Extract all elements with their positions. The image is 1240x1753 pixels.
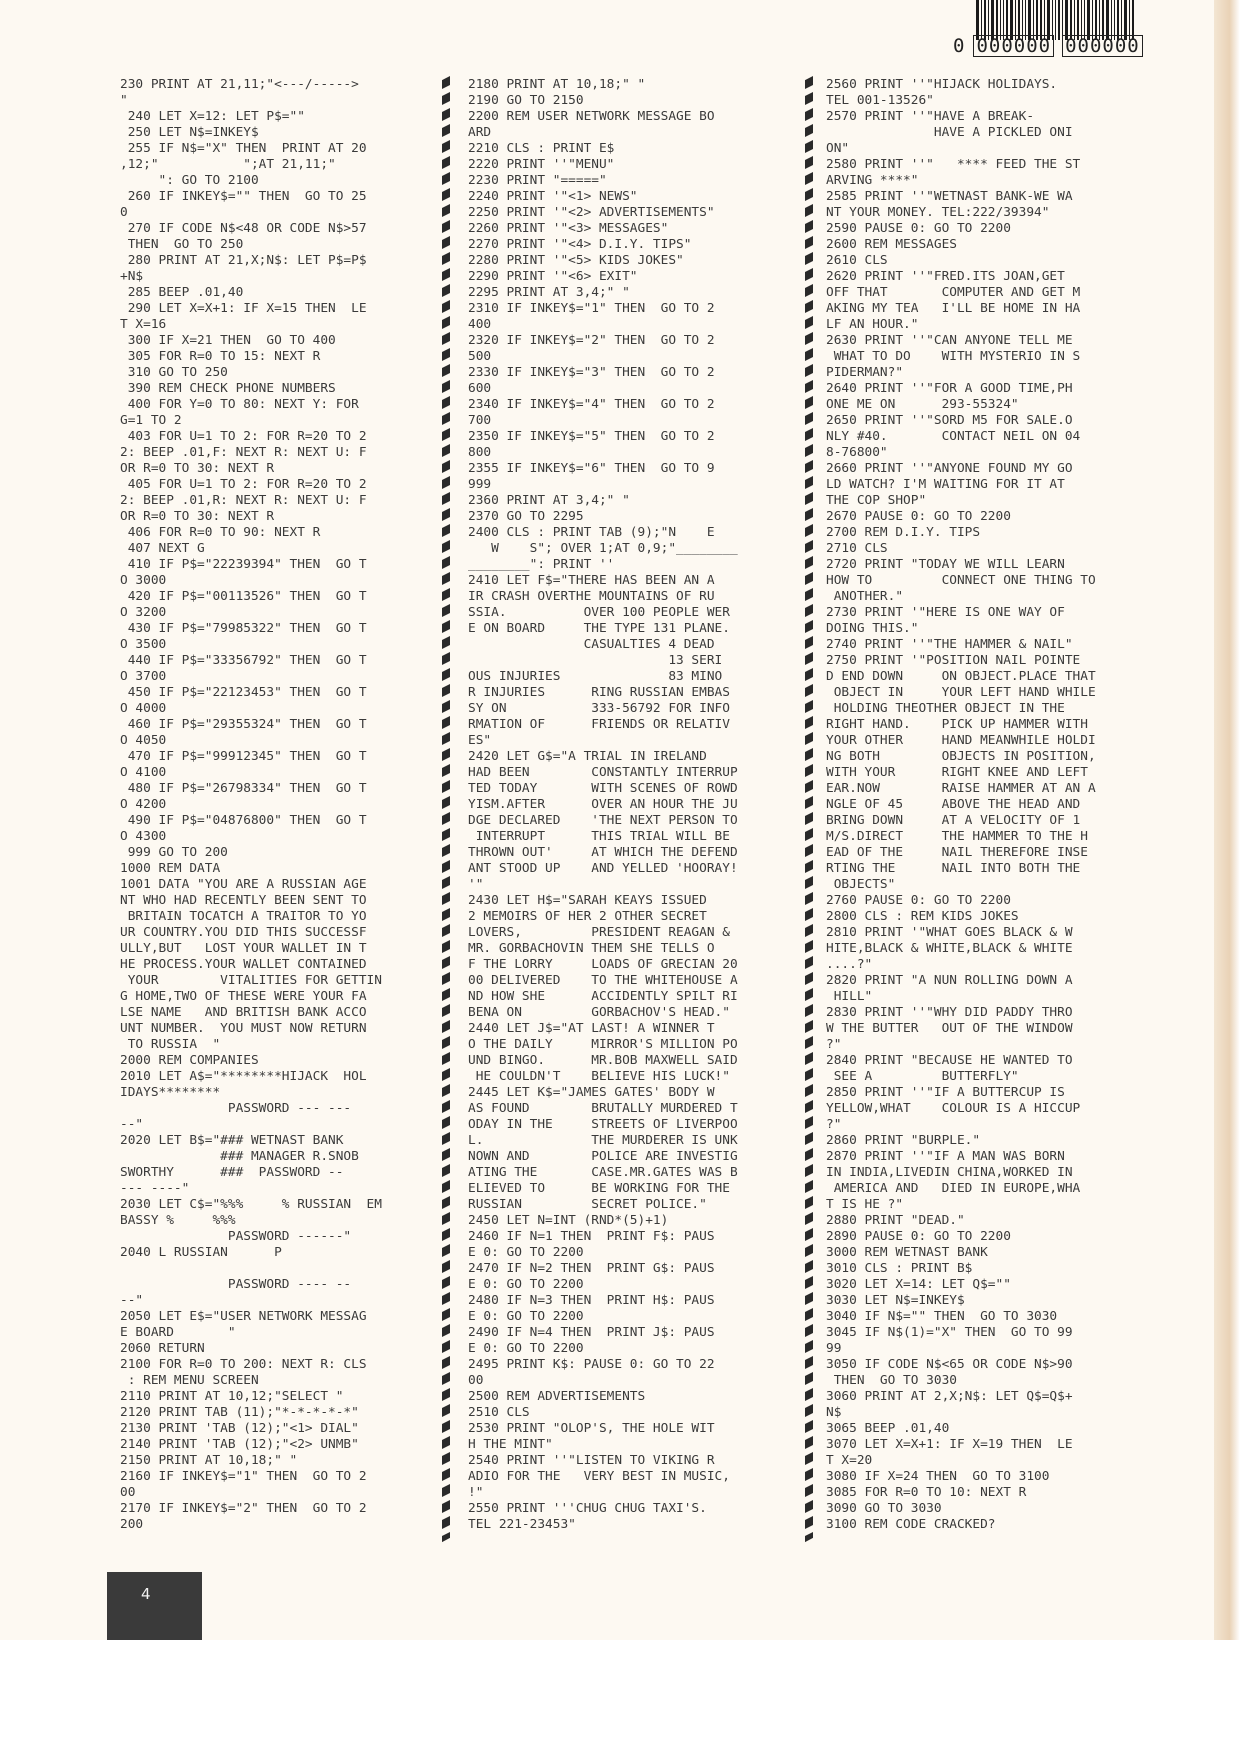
- code-line: 2860 PRINT "BURPLE.": [826, 1133, 981, 1148]
- code-line: 2800 CLS : REM KIDS JOKES: [826, 909, 1019, 924]
- code-line: 2495 PRINT K$: PAUSE 0: GO TO 22: [468, 1357, 715, 1372]
- code-line: W THE BUTTER OUT OF THE WINDOW: [826, 1021, 1073, 1036]
- code-line: 410 IF P$="22239394" THEN GO T: [120, 557, 367, 572]
- code-line: 2510 CLS: [468, 1405, 530, 1420]
- code-line: 2740 PRINT ''"THE HAMMER & NAIL": [826, 637, 1073, 652]
- code-line: T X=20: [826, 1453, 873, 1468]
- code-line: O 4050: [120, 733, 167, 748]
- code-line: 2295 PRINT AT 3,4;" ": [468, 285, 630, 300]
- code-line: 2580 PRINT ''" **** FEED THE ST: [826, 157, 1081, 172]
- page-number: 4: [141, 1585, 151, 1603]
- code-line: 2330 IF INKEY$="3" THEN GO TO 2: [468, 365, 715, 380]
- code-line: 2355 IF INKEY$="6" THEN GO TO 9: [468, 461, 715, 476]
- code-line: THEN GO TO 3030: [826, 1373, 957, 1388]
- code-line: 3030 LET N$=INKEY$: [826, 1293, 965, 1308]
- code-line: 2810 PRINT '"WHAT GOES BLACK & W: [826, 925, 1073, 940]
- code-line: 00 DELIVERED TO THE WHITEHOUSE A: [468, 973, 738, 988]
- code-line: 2750 PRINT '"POSITION NAIL POINTE: [826, 653, 1081, 668]
- code-line: E 0: GO TO 2200: [468, 1309, 584, 1324]
- code-line: UNT NUMBER. YOU MUST NOW RETURN: [120, 1021, 367, 1036]
- code-line: 2450 LET N=INT (RND*(5)+1): [468, 1213, 669, 1228]
- barcode-digit-prefix: 0: [953, 35, 966, 57]
- code-line: OBJECT IN YOUR LEFT HAND WHILE: [826, 685, 1096, 700]
- code-line: ULLY,BUT LOST YOUR WALLET IN T: [120, 941, 367, 956]
- code-line: 2590 PAUSE 0: GO TO 2200: [826, 221, 1011, 236]
- code-line: ND HOW SHE ACCIDENTLY SPILT RI: [468, 989, 738, 1004]
- code-line: 305 FOR R=0 TO 15: NEXT R: [120, 349, 321, 364]
- code-line: HE PROCESS.YOUR WALLET CONTAINED: [120, 957, 367, 972]
- code-line: 3045 IF N$(1)="X" THEN GO TO 99: [826, 1325, 1073, 1340]
- code-line: ON": [826, 141, 850, 156]
- code-line: SWORTHY ### PASSWORD --: [120, 1165, 344, 1180]
- code-line: 250 LET N$=INKEY$: [120, 125, 259, 140]
- code-line: 2500 REM ADVERTISEMENTS: [468, 1389, 646, 1404]
- code-line: OBJECTS": [826, 877, 896, 892]
- code-line: HILL": [826, 989, 873, 1004]
- code-line: LF AN HOUR.": [826, 317, 919, 332]
- code-line: 240 LET X=12: LET P$="": [120, 109, 305, 124]
- code-line: 2570 PRINT ''"HAVE A BREAK-: [826, 109, 1035, 124]
- code-line: WHAT TO DO WITH MYSTERIO IN S: [826, 349, 1081, 364]
- code-line: NT YOUR MONEY. TEL:222/39394": [826, 205, 1050, 220]
- code-line: E 0: GO TO 2200: [468, 1245, 584, 1260]
- code-line: 2030 LET C$="%%% % RUSSIAN EM: [120, 1197, 382, 1212]
- code-line: 420 IF P$="00113526" THEN GO T: [120, 589, 367, 604]
- code-line: ES": [468, 733, 492, 748]
- code-line: OUS INJURIES 83 MINO: [468, 669, 723, 684]
- barcode-digit-group-1: 000000: [973, 35, 1054, 57]
- code-line: 2630 PRINT ''"CAN ANYONE TELL ME: [826, 333, 1073, 348]
- code-line: THROWN OUT' AT WHICH THE DEFEND: [468, 845, 738, 860]
- code-line: RTING THE NAIL INTO BOTH THE: [826, 861, 1081, 876]
- code-line: 3010 CLS : PRINT B$: [826, 1261, 973, 1276]
- code-line: HOW TO CONNECT ONE THING TO: [826, 573, 1096, 588]
- code-line: 2360 PRINT AT 3,4;" ": [468, 493, 630, 508]
- code-line: O 3700: [120, 669, 167, 684]
- code-line: 2050 LET E$="USER NETWORK MESSAG: [120, 1309, 367, 1324]
- code-line: 3070 LET X=X+1: IF X=19 THEN LE: [826, 1437, 1073, 1452]
- code-line: O 3500: [120, 637, 167, 652]
- code-line: PASSWORD ---- --: [120, 1277, 352, 1292]
- code-line: NOWN AND POLICE ARE INVESTIG: [468, 1149, 738, 1164]
- code-line: W S"; OVER 1;AT 0,9;"________: [468, 541, 738, 556]
- code-line: IDAYS********: [120, 1085, 221, 1100]
- code-line: 2: BEEP .01,R: NEXT R: NEXT U: F: [120, 493, 367, 508]
- code-line: 430 IF P$="79985322" THEN GO T: [120, 621, 367, 636]
- code-line: 8-76800": [826, 445, 888, 460]
- code-line: 2320 IF INKEY$="2" THEN GO TO 2: [468, 333, 715, 348]
- code-line: ATING THE CASE.MR.GATES WAS B: [468, 1165, 738, 1180]
- code-line: 2310 IF INKEY$="1" THEN GO TO 2: [468, 301, 715, 316]
- barcode-digits: [953, 34, 1143, 58]
- code-line: BENA ON GORBACHOV'S HEAD.": [468, 1005, 730, 1020]
- page-edge-shadow: [1214, 0, 1240, 1640]
- code-line: NT WHO HAD RECENTLY BEEN SENT TO: [120, 893, 367, 908]
- code-line: ODAY IN THE STREETS OF LIVERPOO: [468, 1117, 738, 1132]
- code-line: 200: [120, 1517, 144, 1532]
- code-line: HITE,BLACK & WHITE,BLACK & WHITE: [826, 941, 1073, 956]
- code-line: 999: [468, 477, 492, 492]
- code-line: 2350 IF INKEY$="5" THEN GO TO 2: [468, 429, 715, 444]
- code-line: BRING DOWN AT A VELOCITY OF 1: [826, 813, 1081, 828]
- code-line: NG BOTH OBJECTS IN POSITION,: [826, 749, 1096, 764]
- code-line: 1000 REM DATA: [120, 861, 221, 876]
- code-line: LOVERS, PRESIDENT REAGAN &: [468, 925, 730, 940]
- code-line: 2550 PRINT '''CHUG CHUG TAXI'S.: [468, 1501, 707, 1516]
- code-line: 2: BEEP .01,F: NEXT R: NEXT U: F: [120, 445, 367, 460]
- code-line: [120, 1261, 428, 1277]
- code-line: 460 IF P$="29355324" THEN GO T: [120, 717, 367, 732]
- code-line: 2540 PRINT ''"LISTEN TO VIKING R: [468, 1453, 715, 1468]
- code-line: SSIA. OVER 100 PEOPLE WER: [468, 605, 730, 620]
- code-line: --": [120, 1117, 144, 1132]
- code-line: 3000 REM WETNAST BANK: [826, 1245, 988, 1260]
- code-line: TO RUSSIA ": [120, 1037, 221, 1052]
- code-line: M/S.DIRECT THE HAMMER TO THE H: [826, 829, 1088, 844]
- code-line: 2710 CLS: [826, 541, 888, 556]
- code-line: ": GO TO 2100: [120, 173, 259, 188]
- code-line: 2850 PRINT ''"IF A BUTTERCUP IS: [826, 1085, 1065, 1100]
- code-line: 405 FOR U=1 TO 2: FOR R=20 TO 2: [120, 477, 367, 492]
- code-line: E 0: GO TO 2200: [468, 1277, 584, 1292]
- code-line: E ON BOARD THE TYPE 131 PLANE.: [468, 621, 730, 636]
- code-line: 2470 IF N=2 THEN PRINT G$: PAUS: [468, 1261, 715, 1276]
- code-line: 2670 PAUSE 0: GO TO 2200: [826, 509, 1011, 524]
- code-line: G=1 TO 2: [120, 413, 182, 428]
- code-line: 290 LET X=X+1: IF X=15 THEN LE: [120, 301, 367, 316]
- code-line: YOUR VITALITIES FOR GETTIN: [120, 973, 382, 988]
- code-line: 2370 GO TO 2295: [468, 509, 584, 524]
- code-line: 2180 PRINT AT 10,18;" ": [468, 77, 646, 92]
- code-line: YISM.AFTER OVER AN HOUR THE JU: [468, 797, 738, 812]
- code-line: 400: [468, 317, 492, 332]
- code-line: 2010 LET A$="********HIJACK HOL: [120, 1069, 367, 1084]
- page-number-box: [107, 1572, 202, 1640]
- code-line: 280 PRINT AT 21,X;N$: LET P$=P$: [120, 253, 367, 268]
- code-line: 2190 GO TO 2150: [468, 93, 584, 108]
- code-line: PASSWORD --- ---: [120, 1101, 352, 1116]
- code-line: 2250 PRINT '"<2> ADVERTISEMENTS": [468, 205, 715, 220]
- code-line: WITH YOUR RIGHT KNEE AND LEFT: [826, 765, 1088, 780]
- code-line: 2820 PRINT "A NUN ROLLING DOWN A: [826, 973, 1073, 988]
- code-line: --": [120, 1293, 144, 1308]
- code-line: 3100 REM CODE CRACKED?: [826, 1517, 996, 1532]
- code-line: 2400 CLS : PRINT TAB (9);"N E: [468, 525, 715, 540]
- code-line: 3080 IF X=24 THEN GO TO 3100: [826, 1469, 1050, 1484]
- code-line: PASSWORD ------": [120, 1229, 352, 1244]
- code-line: 2 MEMOIRS OF HER 2 OTHER SECRET: [468, 909, 707, 924]
- code-line: ": [120, 93, 128, 108]
- code-line: 2020 LET B$="### WETNAST BANK: [120, 1133, 344, 1148]
- code-line: INTERRUPT THIS TRIAL WILL BE: [468, 829, 730, 844]
- code-line: DGE DECLARED 'THE NEXT PERSON TO: [468, 813, 738, 828]
- code-line: BRITAIN TOCATCH A TRAITOR TO YO: [120, 909, 367, 924]
- code-line: 2210 CLS : PRINT E$: [468, 141, 615, 156]
- code-line: DOING THIS.": [826, 621, 919, 636]
- barcode-digit-group-2: 000000: [1062, 35, 1143, 57]
- code-line: YELLOW,WHAT COLOUR IS A HICCUP: [826, 1101, 1081, 1116]
- code-line: EAR.NOW RAISE HAMMER AT AN A: [826, 781, 1096, 796]
- code-line: ANT STOOD UP AND YELLED 'HOORAY!: [468, 861, 738, 876]
- code-line: 406 FOR R=0 TO 90: NEXT R: [120, 525, 321, 540]
- code-line: RIGHT HAND. PICK UP HAMMER WITH: [826, 717, 1088, 732]
- code-line: ANOTHER.": [826, 589, 904, 604]
- code-line: 2530 PRINT "OLOP'S, THE HOLE WIT: [468, 1421, 715, 1436]
- code-line: 490 IF P$="04876800" THEN GO T: [120, 813, 367, 828]
- code-line: O 3000: [120, 573, 167, 588]
- code-line: BASSY % %%%: [120, 1213, 236, 1228]
- code-line: 260 IF INKEY$="" THEN GO TO 25: [120, 189, 367, 204]
- code-line: AKING MY TEA I'LL BE HOME IN HA: [826, 301, 1081, 316]
- code-line: G HOME,TWO OF THESE WERE YOUR FA: [120, 989, 367, 1004]
- code-line: ________": PRINT '': [468, 557, 615, 572]
- code-line: 2840 PRINT "BECAUSE HE WANTED TO: [826, 1053, 1073, 1068]
- code-line: !": [468, 1485, 484, 1500]
- code-line: NLY #40. CONTACT NEIL ON 04: [826, 429, 1081, 444]
- code-line: 1001 DATA "YOU ARE A RUSSIAN AGE: [120, 877, 367, 892]
- code-line: N$: [826, 1405, 842, 1420]
- code-line: 2280 PRINT '"<5> KIDS JOKES": [468, 253, 684, 268]
- code-line: 2460 IF N=1 THEN PRINT F$: PAUS: [468, 1229, 715, 1244]
- code-line: --- ----": [120, 1181, 190, 1196]
- code-line: 99: [826, 1341, 842, 1356]
- code-line: OR R=0 TO 30: NEXT R: [120, 509, 275, 524]
- code-line: 3065 BEEP .01,40: [826, 1421, 950, 1436]
- code-line: 2660 PRINT ''"ANYONE FOUND MY GO: [826, 461, 1073, 476]
- code-line: 2290 PRINT '"<6> EXIT": [468, 269, 638, 284]
- code-line: ARD: [468, 125, 492, 140]
- code-line: IR CRASH OVERTHE MOUNTAINS OF RU: [468, 589, 715, 604]
- code-line: 230 PRINT AT 21,11;"<---/----->: [120, 77, 359, 92]
- code-line: LSE NAME AND BRITISH BANK ACCO: [120, 1005, 367, 1020]
- code-line: 390 REM CHECK PHONE NUMBERS: [120, 381, 336, 396]
- code-line: HAVE A PICKLED ONI: [826, 125, 1073, 140]
- code-column-2: [468, 77, 786, 1547]
- code-line: 2260 PRINT '"<3> MESSAGES": [468, 221, 669, 236]
- code-line: O 3200: [120, 605, 167, 620]
- code-line: 2340 IF INKEY$="4" THEN GO TO 2: [468, 397, 715, 412]
- code-line: TEL 001-13526": [826, 93, 934, 108]
- code-line: 2110 PRINT AT 10,12;"SELECT ": [120, 1389, 344, 1404]
- code-line: 2430 LET H$="SARAH KEAYS ISSUED: [468, 893, 707, 908]
- code-line: 2490 IF N=4 THEN PRINT J$: PAUS: [468, 1325, 715, 1340]
- code-line: HAD BEEN CONSTANTLY INTERRUP: [468, 765, 738, 780]
- code-line: : REM MENU SCREEN: [120, 1373, 259, 1388]
- code-line: H THE MINT": [468, 1437, 553, 1452]
- code-line: O THE DAILY MIRROR'S MILLION PO: [468, 1037, 738, 1052]
- code-line: LD WATCH? I'M WAITING FOR IT AT: [826, 477, 1065, 492]
- code-line: RMATION OF FRIENDS OR RELATIV: [468, 717, 730, 732]
- code-line: 285 BEEP .01,40: [120, 285, 244, 300]
- code-line: EAD OF THE NAIL THEREFORE INSE: [826, 845, 1088, 860]
- code-line: OR R=0 TO 30: NEXT R: [120, 461, 275, 476]
- code-line: ELIEVED TO BE WORKING FOR THE: [468, 1181, 730, 1196]
- code-line: 470 IF P$="99912345" THEN GO T: [120, 749, 367, 764]
- code-line: NGLE OF 45 ABOVE THE HEAD AND: [826, 797, 1081, 812]
- code-line: 2610 CLS: [826, 253, 888, 268]
- code-line: THE COP SHOP": [826, 493, 927, 508]
- code-line: L. THE MURDERER IS UNK: [468, 1133, 738, 1148]
- code-line: 300 IF X=21 THEN GO TO 400: [120, 333, 336, 348]
- code-line: 2040 L RUSSIAN P: [120, 1245, 282, 1260]
- code-line: 2220 PRINT ''"MENU": [468, 157, 615, 172]
- code-line: ....?": [826, 957, 873, 972]
- code-line: OFF THAT COMPUTER AND GET M: [826, 285, 1081, 300]
- code-line: 600: [468, 381, 492, 396]
- code-line: SY ON 333-56792 FOR INFO: [468, 701, 730, 716]
- code-line: HE COULDN'T BELIEVE HIS LUCK!": [468, 1069, 730, 1084]
- code-line: THEN GO TO 250: [120, 237, 244, 252]
- code-line: 2620 PRINT ''"FRED.ITS JOAN,GET: [826, 269, 1065, 284]
- code-line: 3050 IF CODE N$<65 OR CODE N$>90: [826, 1357, 1073, 1372]
- code-line: 2445 LET K$="JAMES GATES' BODY W: [468, 1085, 715, 1100]
- code-line: ONE ME ON 293-55324": [826, 397, 1019, 412]
- code-line: 2560 PRINT ''"HIJACK HOLIDAYS.: [826, 77, 1058, 92]
- code-line: MR. GORBACHOVIN THEM SHE TELLS O: [468, 941, 715, 956]
- code-line: D END DOWN ON OBJECT.PLACE THAT: [826, 669, 1096, 684]
- code-line: 3085 FOR R=0 TO 10: NEXT R: [826, 1485, 1027, 1500]
- code-line: 2130 PRINT 'TAB (12);"<1> DIAL": [120, 1421, 359, 1436]
- code-line: 13 SERI: [468, 653, 723, 668]
- code-line: 2730 PRINT '"HERE IS ONE WAY OF: [826, 605, 1065, 620]
- code-line: F THE LORRY LOADS OF GRECIAN 20: [468, 957, 738, 972]
- code-line: O 4000: [120, 701, 167, 716]
- code-line: 3090 GO TO 3030: [826, 1501, 942, 1516]
- code-line: 255 IF N$="X" THEN PRINT AT 20: [120, 141, 367, 156]
- code-line: PIDERMAN?": [826, 365, 904, 380]
- code-line: UR COUNTRY.YOU DID THIS SUCCESSF: [120, 925, 367, 940]
- code-line: 2600 REM MESSAGES: [826, 237, 957, 252]
- code-line: YOUR OTHER HAND MEANWHILE HOLDI: [826, 733, 1096, 748]
- code-line: 800: [468, 445, 492, 460]
- code-line: IN INDIA,LIVEDIN CHINA,WORKED IN: [826, 1165, 1073, 1180]
- column-divider-2: [805, 76, 813, 1542]
- code-line: 310 GO TO 250: [120, 365, 228, 380]
- code-line: 2420 LET G$="A TRIAL IN IRELAND: [468, 749, 707, 764]
- code-line: 2440 LET J$="AT LAST! A WINNER T: [468, 1021, 715, 1036]
- code-line: TED TODAY WITH SCENES OF ROWD: [468, 781, 738, 796]
- code-line: +N$: [120, 269, 144, 284]
- code-line: 403 FOR U=1 TO 2: FOR R=20 TO 2: [120, 429, 367, 444]
- code-line: AMERICA AND DIED IN EUROPE,WHA: [826, 1181, 1081, 1196]
- code-line: 3040 IF N$="" THEN GO TO 3030: [826, 1309, 1058, 1324]
- code-line: 440 IF P$="33356792" THEN GO T: [120, 653, 367, 668]
- code-line: 270 IF CODE N$<48 OR CODE N$>57: [120, 221, 367, 236]
- code-line: 2270 PRINT '"<4> D.I.Y. TIPS": [468, 237, 692, 252]
- code-line: ?": [826, 1037, 842, 1052]
- code-line: 2640 PRINT ''"FOR A GOOD TIME,PH: [826, 381, 1073, 396]
- code-line: 2870 PRINT ''"IF A MAN WAS BORN: [826, 1149, 1065, 1164]
- code-line: 3060 PRINT AT 2,X;N$: LET Q$=Q$+: [826, 1389, 1073, 1404]
- code-line: '": [468, 877, 484, 892]
- code-line: 2100 FOR R=0 TO 200: NEXT R: CLS: [120, 1357, 367, 1372]
- code-line: 2150 PRINT AT 10,18;" ": [120, 1453, 298, 1468]
- code-line: TEL 221-23453": [468, 1517, 576, 1532]
- code-line: E 0: GO TO 2200: [468, 1341, 584, 1356]
- code-line: ### MANAGER R.SNOB: [120, 1149, 359, 1164]
- code-line: 2480 IF N=3 THEN PRINT H$: PAUS: [468, 1293, 715, 1308]
- code-line: 2200 REM USER NETWORK MESSAGE BO: [468, 109, 715, 124]
- code-line: 2230 PRINT "=====": [468, 173, 607, 188]
- code-line: 3020 LET X=14: LET Q$="": [826, 1277, 1011, 1292]
- code-column-3: [826, 77, 1152, 1597]
- code-line: ,12;" ";AT 21,11;": [120, 157, 336, 172]
- code-line: AS FOUND BRUTALLY MURDERED T: [468, 1101, 738, 1116]
- code-line: 400 FOR Y=0 TO 80: NEXT Y: FOR: [120, 397, 359, 412]
- code-line: T X=16: [120, 317, 167, 332]
- code-line: 2000 REM COMPANIES: [120, 1053, 259, 1068]
- code-line: O 4300: [120, 829, 167, 844]
- code-line: ADIO FOR THE VERY BEST IN MUSIC,: [468, 1469, 730, 1484]
- code-line: SEE A BUTTERFLY": [826, 1069, 1019, 1084]
- code-line: 2880 PRINT "DEAD.": [826, 1213, 965, 1228]
- code-line: 2240 PRINT '"<1> NEWS": [468, 189, 638, 204]
- code-line: 2890 PAUSE 0: GO TO 2200: [826, 1229, 1011, 1244]
- code-column-1: [120, 77, 428, 1547]
- column-divider-1: [442, 76, 450, 1542]
- code-line: T IS HE ?": [826, 1197, 904, 1212]
- code-line: E BOARD ": [120, 1325, 236, 1340]
- code-line: 2830 PRINT ''"WHY DID PADDY THRO: [826, 1005, 1073, 1020]
- code-line: 00: [120, 1485, 136, 1500]
- code-line: 2700 REM D.I.Y. TIPS: [826, 525, 981, 540]
- code-line: 407 NEXT G: [120, 541, 205, 556]
- code-line: 480 IF P$="26798334" THEN GO T: [120, 781, 367, 796]
- code-line: 2650 PRINT ''"SORD M5 FOR SALE.O: [826, 413, 1073, 428]
- code-line: R INJURIES RING RUSSIAN EMBAS: [468, 685, 730, 700]
- code-line: 700: [468, 413, 492, 428]
- code-line: 999 GO TO 200: [120, 845, 228, 860]
- code-line: UND BINGO. MR.BOB MAXWELL SAID: [468, 1053, 738, 1068]
- code-line: 500: [468, 349, 492, 364]
- code-line: ?": [826, 1117, 842, 1132]
- code-line: O 4200: [120, 797, 167, 812]
- code-line: HOLDING THEOTHER OBJECT IN THE: [826, 701, 1065, 716]
- code-line: 0: [120, 205, 128, 220]
- code-line: RUSSIAN SECRET POLICE.": [468, 1197, 707, 1212]
- code-line: 2410 LET F$="THERE HAS BEEN AN A: [468, 573, 715, 588]
- code-line: 00: [468, 1373, 484, 1388]
- code-line: CASUALTIES 4 DEAD: [468, 637, 715, 652]
- code-line: 2760 PAUSE 0: GO TO 2200: [826, 893, 1011, 908]
- code-line: 2120 PRINT TAB (11);"*-*-*-*-*": [120, 1405, 359, 1420]
- code-line: 2160 IF INKEY$="1" THEN GO TO 2: [120, 1469, 367, 1484]
- code-line: ARVING ****": [826, 173, 919, 188]
- code-line: 2170 IF INKEY$="2" THEN GO TO 2: [120, 1501, 367, 1516]
- code-line: 450 IF P$="22123453" THEN GO T: [120, 685, 367, 700]
- code-line: 2060 RETURN: [120, 1341, 205, 1356]
- code-line: 2140 PRINT 'TAB (12);"<2> UNMB": [120, 1437, 359, 1452]
- code-line: O 4100: [120, 765, 167, 780]
- code-line: 2720 PRINT "TODAY WE WILL LEARN: [826, 557, 1065, 572]
- code-line: 2585 PRINT ''"WETNAST BANK-WE WA: [826, 189, 1073, 204]
